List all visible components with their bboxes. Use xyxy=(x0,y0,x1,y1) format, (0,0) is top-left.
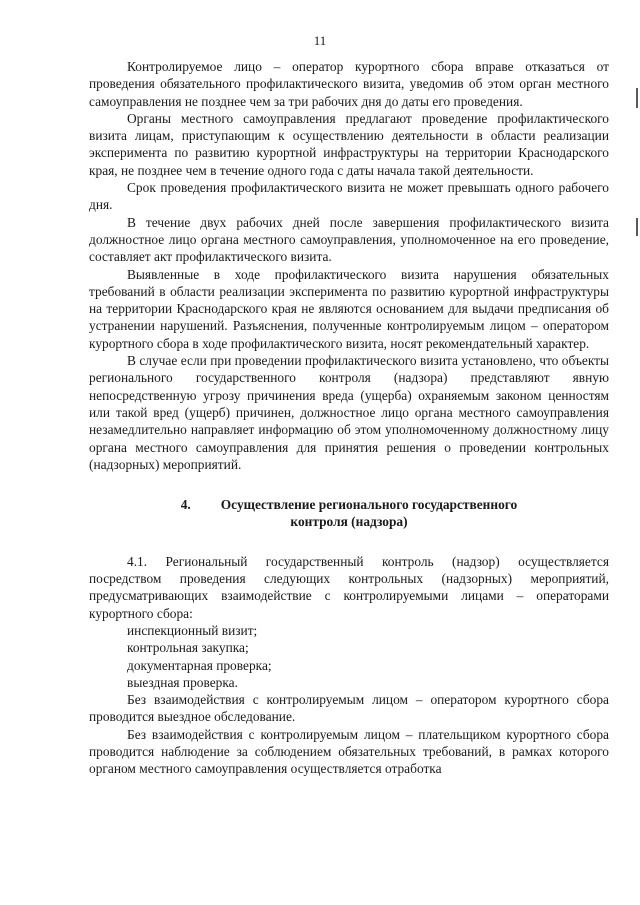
list-item: документарная проверка; xyxy=(127,657,272,673)
paragraph: Срок проведения профилактического визита не может превышать одного рабочего дня. xyxy=(89,180,609,213)
section-title-line2: контроля (надзора) xyxy=(290,514,408,530)
scan-edge-mark xyxy=(636,218,638,236)
section-heading xyxy=(89,496,609,531)
page-number: 11 xyxy=(313,33,327,48)
list-item: контрольная закупка; xyxy=(127,640,249,656)
list-item: инспекционный визит; xyxy=(127,622,258,638)
paragraph: Контролируемое лицо – оператор курортного сбора вправе отказаться от проведения обязательного профилактического визита, уведомив об этом орган местного самоуправления не позднее чем за три рабочих дня до даты его проведения. xyxy=(89,59,609,109)
paragraph: Органы местного самоуправления предлагают проведение профилактического визита лицам, приступающим к осуществлению деятельности в области реализации эксперимента по развитию курортной инфраструктуры на территории Краснодарского края, не позднее чем в течение одного года с даты начала такой деятельности. xyxy=(89,110,609,178)
list-item: выездная проверка. xyxy=(127,674,238,690)
section-title-line1: Осуществление регионального государственного xyxy=(220,497,518,513)
document-body xyxy=(89,58,609,778)
paragraph: Выявленные в ходе профилактического визита нарушения обязательных требований в области реализации эксперимента по развитию курортной инфраструктуры на территории Краснодарского края не являются основанием для выдачи предписания об устранении нарушений. Разъяснения, полученные контролируемым лицом – оператором курортного сбора в ходе профилактического визита, носят рекомендательный характер. xyxy=(89,266,609,351)
section-number: 4. xyxy=(180,497,191,513)
section-heading-line1 xyxy=(89,496,609,513)
paragraph: В течение двух рабочих дней после завершения профилактического визита должностное лицо органа местного самоуправления, уполномоченное на его проведение, составляет акт профилактического визита. xyxy=(89,214,609,265)
paragraph: Без взаимодействия с контролируемым лицом – оператором курортного сбора проводится выездное обследование. xyxy=(89,692,609,725)
intro-paragraph: 4.1. Региональный государственный контроль (надзор) осуществляется посредством проведения следующих контрольных (надзорных) мероприятий, предусматривающих взаимодействие с контролируемыми лицами – операторами курортного сбора: xyxy=(89,553,609,621)
measures-list xyxy=(89,622,609,691)
scan-edge-mark xyxy=(636,88,638,108)
paragraph: В случае если при проведении профилактического визита установлено, что объекты регионального государственного контроля (надзора) представляют явную непосредственную угрозу причинения вреда (ущерба) охраняемым законом ценностям или такой вред (ущерб) причинен, должностное лицо органа местного самоуправления незамедлительно направляет информацию об этом уполномоченному должностному лицу органа местного самоуправления для принятия решения о проведении контрольных (надзорных) мероприятий. xyxy=(89,353,609,472)
paragraph: Без взаимодействия с контролируемым лицом – плательщиком курортного сбора проводится наблюдение за соблюдением обязательных требований, в рамках которого органом местного самоуправления осуществляется отработка xyxy=(89,726,609,777)
